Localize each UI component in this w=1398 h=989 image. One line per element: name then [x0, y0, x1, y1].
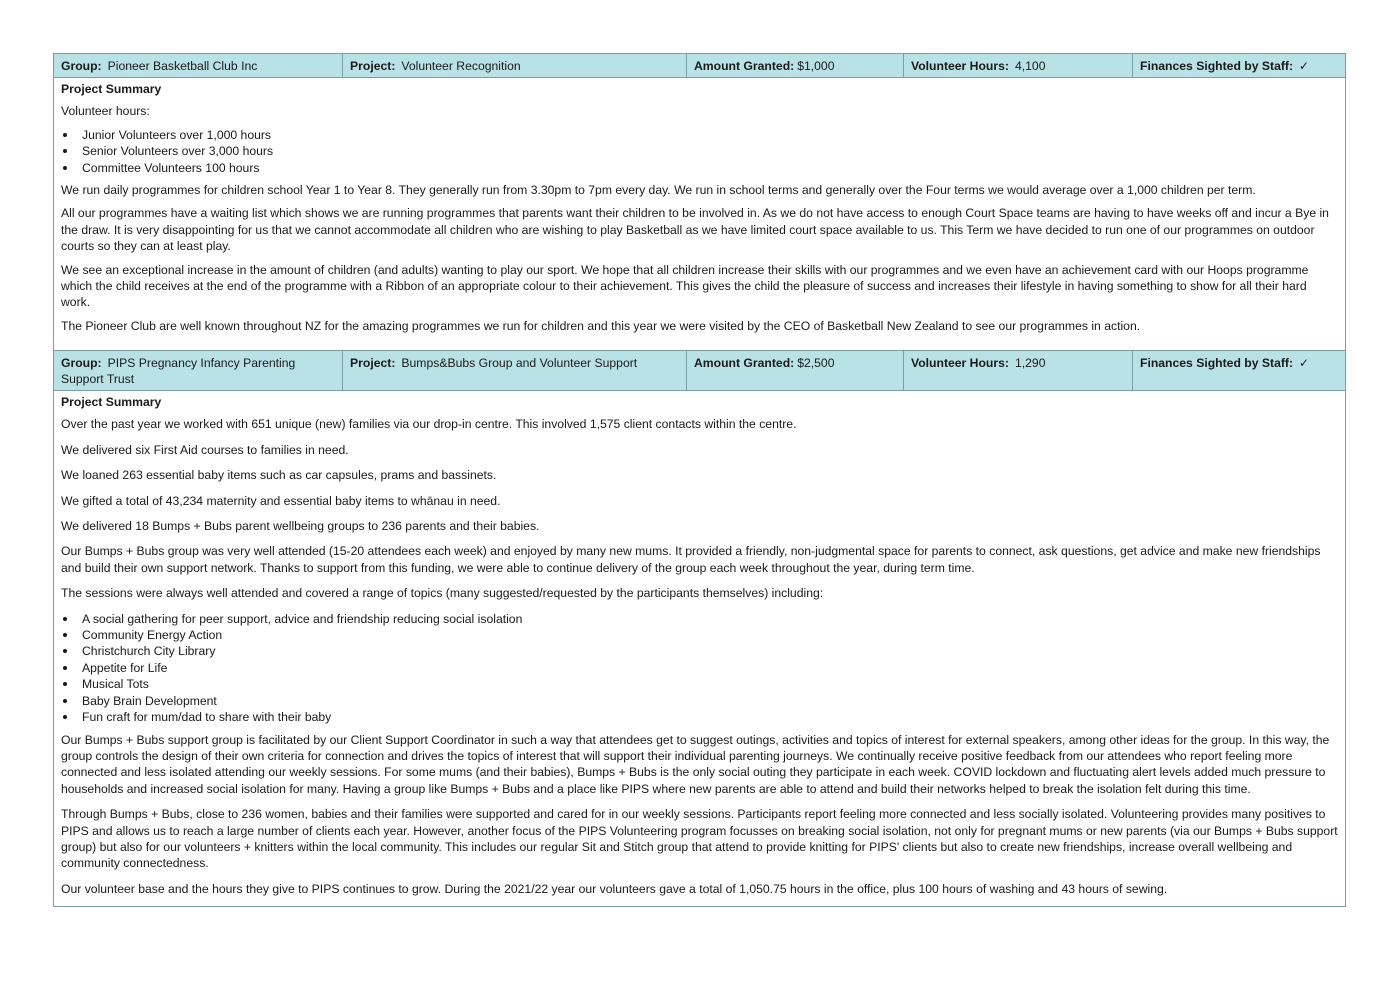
group-name: Pioneer Basketball Club Inc [107, 59, 258, 73]
amount-value: $1,000 [797, 59, 835, 73]
list-item: A social gathering for peer support, advice and friendship reducing social isolation [61, 611, 1338, 627]
topics-list [61, 611, 1338, 726]
list-item: Baby Brain Development [61, 693, 1338, 709]
list-item: Senior Volunteers over 3,000 hours [61, 143, 1338, 159]
summary-paragraph: The sessions were always well attended and covered a range of topics (many suggested/requested by the participants themselves) including: [61, 586, 824, 601]
amount-label: Amount Granted: [694, 356, 795, 370]
finances-cell [1133, 351, 1345, 390]
list-item: Fun craft for mum/dad to share with their baby [61, 709, 1338, 725]
list-item: Appetite for Life [61, 660, 1338, 676]
summary-paragraph: We delivered six First Aid courses to families in need. [61, 442, 349, 457]
group-cell [54, 351, 343, 390]
project-name: Bumps&Bubs Group and Volunteer Support [401, 356, 638, 370]
checkmark-icon: ✓ [1299, 59, 1310, 73]
summary-paragraph: Through Bumps + Bubs, close to 236 women, babies and their families were supported and cared for in our weekly sessions. Participants report feeling more connected and less socially isolated. Volunteering provides many positives to PIPS and allows us to reach a large number of clients each year. However, another focus of the PIPS Volunteering program focusses on breaking social isolation, not only for pregnant mums or new parents (via our Bumps + Bubs support group) but also for our volunteers + knitters within the local community. This includes our regular Sit and Stitch group that attend to provide knitting for PIPS' clients but also to create new friendships, increase overall wellbeing and community connectedness. [61, 807, 1338, 871]
amount-value: $2,500 [797, 356, 835, 370]
finances-cell [1133, 54, 1345, 77]
grant-header-row [54, 351, 1345, 391]
volunteer-hours-list [61, 127, 1338, 176]
summary-paragraph: Our Bumps + Bubs group was very well attended (15-20 attendees each week) and enjoyed by many new mums. It provided a friendly, non-judgmental space for parents to connect, ask questions, get advice and make new friendships and build their own support network. Thanks to support from this funding, we were able to continue delivery of the group each week throughout the year, during term time. [61, 544, 1321, 575]
hours-label: Volunteer Hours: [911, 356, 1009, 370]
hours-cell [904, 351, 1133, 390]
amount-cell [687, 54, 904, 77]
grant-record-pioneer [53, 53, 1346, 352]
summary-paragraph: We delivered 18 Bumps + Bubs parent wellbeing groups to 236 parents and their babies. [61, 519, 540, 534]
checkmark-icon: ✓ [1299, 356, 1310, 370]
amount-label: Amount Granted: [694, 59, 795, 73]
list-item: Community Energy Action [61, 627, 1338, 643]
hours-value: 1,290 [1014, 356, 1046, 370]
hours-cell [904, 54, 1133, 77]
group-label: Group: [61, 356, 102, 370]
grant-header-row [54, 54, 1345, 78]
summary-intro: Volunteer hours: [61, 104, 150, 119]
grant-record-pips [53, 350, 1346, 907]
summary-paragraph: We run daily programmes for children school Year 1 to Year 8. They generally run from 3.30pm to 7pm every day. We run in school terms and generally over the Four terms we would average over a 1,000 children per term. [61, 183, 1256, 198]
finances-label: Finances Sighted by Staff: [1140, 356, 1294, 370]
project-summary [54, 391, 1345, 897]
amount-cell [687, 351, 904, 390]
summary-paragraph: All our programmes have a waiting list which shows we are running programmes that parents want their children to be involved in. As we do not have access to enough Court Space teams are having to have weeks off and incur a Bye in the draw. It is very disappointing for us that we cannot accommodate all children who are wishing to play Basketball as we have limited court space available to us. This Term we have decided to run one of our programmes on outdoor courts so they can at least play. [61, 206, 1329, 254]
project-name: Volunteer Recognition [401, 59, 521, 73]
list-item: Musical Tots [61, 676, 1338, 692]
summary-paragraph: Over the past year we worked with 651 unique (new) families via our drop-in centre. This involved 1,575 client contacts within the centre. [61, 417, 797, 432]
hours-value: 4,100 [1014, 59, 1046, 73]
summary-paragraph: Our volunteer base and the hours they give to PIPS continues to grow. During the 2021/22 year our volunteers gave a total of 1,050.75 hours in the office, plus 100 hours of washing and 43 hours of sewing. [61, 881, 1168, 896]
summary-paragraph: Our Bumps + Bubs support group is facilitated by our Client Support Coordinator in such a way that attendees get to suggest outings, activities and topics of interest for external speakers, among other ideas for the group. In this way, the group controls the design of their own criteria for connection and drives the topics of interest that will support their individual parenting journeys. We continually receive positive feedback from our attendees who report feeling more connected and less isolated attending our weekly sessions. For some mums (and their babies), Bumps + Bubs is the only social outing they participate in each week. COVID lockdown and fluctuating alert levels added much pressure to households and increased social isolation for many. Having a group like Bumps + Bubs and a place like PIPS where new parents are able to attend and build their networks helped to break the isolation felt during this time. [61, 732, 1330, 796]
summary-title: Project Summary [61, 82, 162, 96]
hours-label: Volunteer Hours: [911, 59, 1009, 73]
group-label: Group: [61, 59, 102, 73]
list-item: Junior Volunteers over 1,000 hours [61, 127, 1338, 143]
list-item: Committee Volunteers 100 hours [61, 160, 1338, 176]
group-cell [54, 54, 343, 77]
summary-paragraph: The Pioneer Club are well known throughout NZ for the amazing programmes we run for children and this year we were visited by the CEO of Basketball New Zealand to see our programmes in action. [61, 318, 1141, 333]
project-label: Project: [350, 356, 396, 370]
list-item: Christchurch City Library [61, 643, 1338, 659]
project-cell [343, 351, 687, 390]
summary-paragraph: We gifted a total of 43,234 maternity and essential baby items to whānau in need. [61, 493, 501, 508]
summary-title: Project Summary [61, 395, 162, 409]
finances-label: Finances Sighted by Staff: [1140, 59, 1294, 73]
summary-paragraph: We see an exceptional increase in the amount of children (and adults) wanting to play our sport. We hope that all children increase their skills with our programmes and we even have an achievement card with our Hoops programme which the child receives at the end of the programme with a Ribbon of an appropriate colour to their achievement. This gives the child the pleasure of success and increases their lifestyle in having something to show for all their hard work. [61, 262, 1309, 310]
project-cell [343, 54, 687, 77]
summary-paragraph: We loaned 263 essential baby items such as car capsules, prams and bassinets. [61, 468, 497, 483]
project-label: Project: [350, 59, 396, 73]
group-name: PIPS Pregnancy Infancy Parenting Support Trust [61, 356, 296, 386]
project-summary [54, 78, 1345, 334]
